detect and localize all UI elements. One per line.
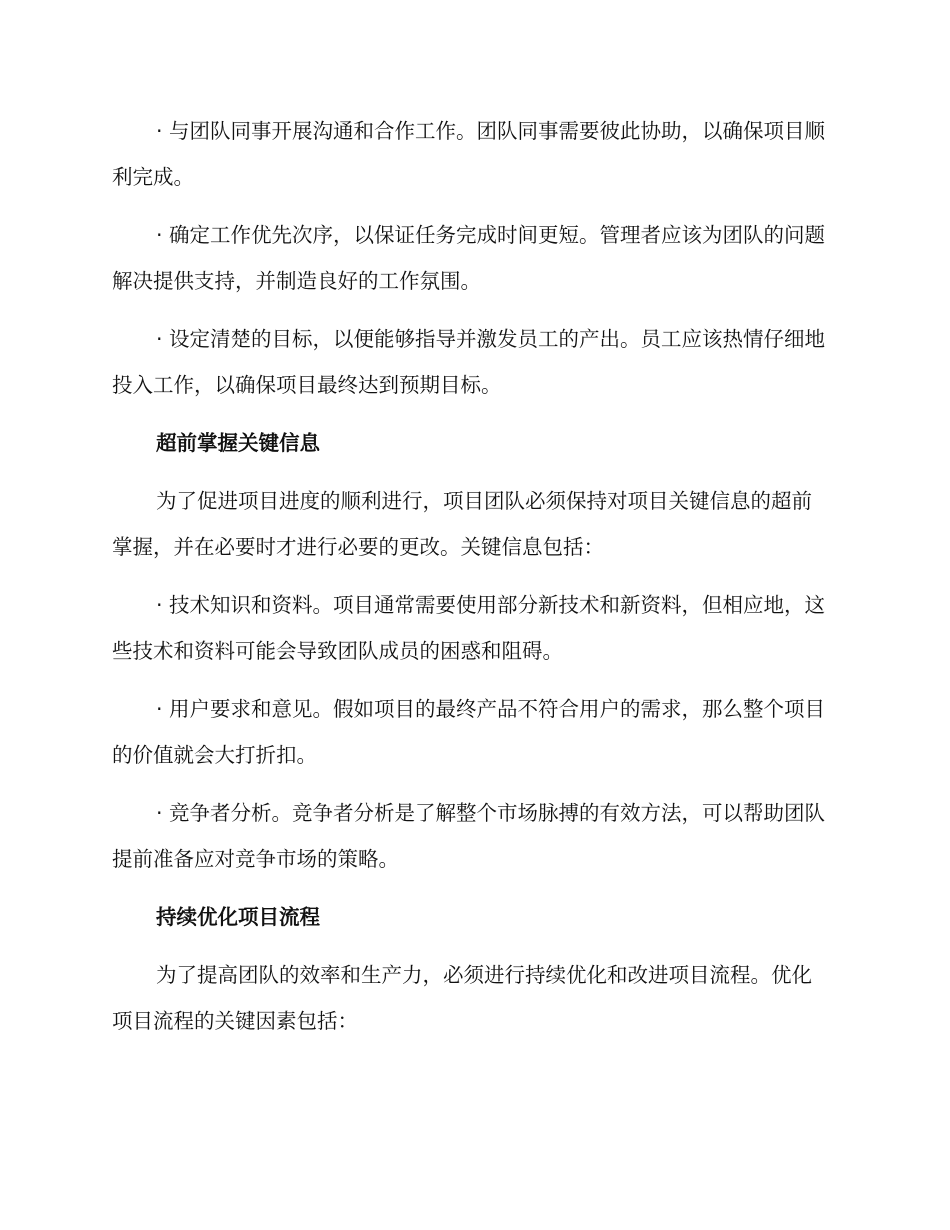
body-paragraph: 为了促进项目进度的顺利进行，项目团队必须保持对项目关键信息的超前掌握，并在必要时才进行必要的更改。关键信息包括： bbox=[112, 489, 812, 559]
bullet-paragraph: · 确定工作优先次序，以保证任务完成时间更短。管理者应该为团队的问题解决提供支持，并制造良好的工作氛围。 bbox=[112, 223, 826, 293]
bullet-paragraph: · 设定清楚的目标，以便能够指导并激发员工的产出。员工应该热情仔细地投入工作，以确保项目最终达到预期目标。 bbox=[112, 327, 826, 397]
section-heading: 持续优化项目流程 bbox=[156, 905, 320, 929]
bullet-paragraph: · 用户要求和意见。假如项目的最终产品不符合用户的需求，那么整个项目的价值就会大打折扣。 bbox=[112, 697, 826, 767]
bullet-paragraph: · 竞争者分析。竞争者分析是了解整个市场脉搏的有效方法，可以帮助团队提前准备应对竞争市场的策略。 bbox=[112, 801, 826, 871]
bullet-paragraph: · 技术知识和资料。项目通常需要使用部分新技术和新资料，但相应地，这些技术和资料可能会导致团队成员的困惑和阻碍。 bbox=[112, 593, 826, 663]
bullet-paragraph: · 与团队同事开展沟通和合作工作。团队同事需要彼此协助，以确保项目顺利完成。 bbox=[112, 119, 826, 189]
document-body bbox=[112, 108, 832, 1056]
section-heading: 超前掌握关键信息 bbox=[156, 431, 320, 455]
body-paragraph: 为了提高团队的效率和生产力，必须进行持续优化和改进项目流程。优化项目流程的关键因素包括： bbox=[112, 963, 812, 1033]
